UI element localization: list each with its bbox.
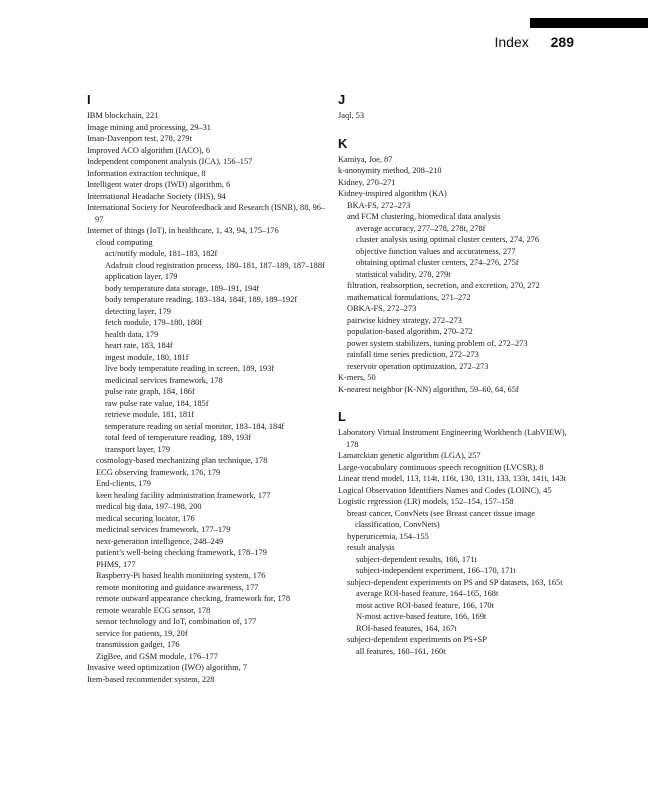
index-subentry: cloud computing (96, 237, 153, 247)
index-subentry: body temperature data storage, 189–191, 194f (105, 283, 260, 293)
index-subentry: body temperature reading, 183–184, 184f, 189, 189–192f (105, 295, 298, 304)
index-entry: K-nearest neighbor (K-NN) algorithm, 59–60, 64, 65f (338, 384, 519, 394)
index-subentry: subject-dependent results, 166, 171t (356, 554, 477, 564)
index-subentry: pulse rate graph, 184, 186f (105, 387, 195, 396)
index-subentry: health data, 179 (105, 329, 159, 339)
index-entry: Information extraction technique, 8 (87, 168, 206, 178)
index-subentry: cosmology-based mechanizing plan technique, 178 (96, 456, 268, 465)
index-subentry: raw pulse rate value, 184, 185f (105, 398, 209, 408)
index-subentry: and FCM clustering, biomedical data analysis (347, 212, 501, 221)
index-letter-heading: I (87, 92, 91, 107)
index-subentry: most active ROI-based feature, 166, 170t (356, 600, 494, 610)
index-entry: IBM blockchain, 221 (87, 111, 159, 120)
index-subentry: application layer, 179 (105, 272, 178, 281)
index-subentry: filtration, reabsorption, secretion, and excretion, 270, 272 (347, 281, 540, 290)
index-column-left (87, 92, 327, 685)
index-entry: Internet of things (IoT), in healthcare, 1, 43, 94, 175–176 (87, 226, 279, 235)
index-subentry: cluster analysis using optimal cluster centers, 274, 276 (356, 235, 540, 244)
index-subentry: retrieve module, 181, 181f (105, 410, 195, 419)
index-subentry: hyperuricemia, 154–155 (347, 531, 429, 541)
index-subentry: BKA-FS, 272–273 (347, 200, 411, 210)
index-subentry: keen healing facility administration framework, 177 (96, 490, 271, 500)
index-subentry: objective function values and accurateness, 277 (356, 246, 516, 256)
section-gap (338, 122, 570, 136)
index-subentry: ZigBee, and GSM module, 176–177 (96, 651, 218, 661)
index-subentry: reservoir operation optimization, 272–273 (347, 361, 489, 371)
index-subentry: live body temperature reading in screen, 189, 193f (105, 364, 275, 373)
index-subentry: average ROI-based feature, 164–165, 168t (356, 589, 499, 598)
index-subentry: act/notify module, 181–183, 182f (105, 249, 218, 258)
section-gap (338, 395, 570, 409)
index-subentry: population-based algorithm, 270–272 (347, 327, 473, 336)
index-entry: Kidney-inspired algorithm (KA) (338, 189, 447, 198)
index-subentry: medicinal services framework, 177–179 (96, 525, 231, 534)
running-header (495, 34, 575, 50)
index-entry: Jaql, 53 (338, 111, 365, 120)
index-entry: Logical Observation Identifiers Names and Codes (LOINC), 45 (338, 485, 552, 495)
index-entry: K-mers, 50 (338, 373, 376, 382)
index-subentry: ECG observing framework, 176, 179 (96, 467, 221, 477)
index-subentry: result analysis (347, 543, 395, 552)
index-entry: Laboratory Virtual Instrument Engineering Workbench (LabVIEW), 178 (338, 428, 567, 449)
index-entry: Item-based recommender system, 228 (87, 674, 215, 684)
index-subentry: statistical validity, 278, 279t (356, 269, 451, 279)
index-letter-heading: K (338, 135, 348, 151)
index-subentry: Adafruit cloud registration process, 180–181, 187–189, 187–188f (105, 260, 325, 270)
index-entry: Large-vocabulary continuous speech recognition (LVCSR), 8 (338, 462, 544, 472)
index-subentry: all features, 160–161, 160t (356, 646, 446, 656)
index-entry: Invasive weed optimization (IWO) algorithm, 7 (87, 663, 248, 672)
index-entry: Independent component analysis (ICA), 156–157 (87, 157, 253, 166)
index-subentry: subject-independent experiment, 166–170, 171t (356, 566, 516, 575)
index-subentry: next-generation intelligence, 248–249 (96, 536, 224, 546)
index-subentry: transport layer, 179 (105, 444, 171, 454)
index-entry: Logistic regression (LR) models, 152–154, 157–158 (338, 497, 514, 506)
header-section-label: Index (494, 34, 529, 50)
index-subentry: remote wearable ECG sensor, 178 (96, 605, 211, 615)
index-subentry: medical big data, 197–198, 200 (96, 502, 202, 511)
index-subentry: patient’s well-being checking framework, 178–179 (96, 548, 267, 557)
index-subentry: obtaining optimal cluster centers, 274–276, 275f (356, 258, 519, 267)
index-entry: k-anonymity method, 208–210 (338, 166, 442, 175)
index-entry: Iman-Davenport test, 278, 279t (87, 134, 192, 143)
index-letter-heading: L (338, 409, 346, 424)
index-subentry: heart rate, 183, 184f (105, 341, 173, 350)
index-subentry: remote monitoring and guidance awareness, 177 (96, 582, 259, 592)
index-subentry: power system stabilizers, tuning problem of, 272–273 (347, 338, 528, 348)
index-subentry: fetch module, 179–180, 180f (105, 318, 202, 327)
index-entry: Improved ACO algorithm (IACO), 6 (87, 145, 211, 155)
index-subentry: Raspberry-Pi based health monitoring system, 176 (96, 571, 266, 580)
index-subentry: subject-dependent experiments on PS+SP (347, 635, 487, 644)
index-entry: Intelligent water drops (IWD) algorithm, 6 (87, 180, 231, 189)
index-letter-heading: J (338, 92, 346, 107)
index-subentry: pairwise kidney strategy, 272–273 (347, 315, 462, 325)
index-entry: Lamarckian genetic algorithm (LGA), 257 (338, 451, 481, 460)
index-entry: Linear trend model, 113, 114t, 116t, 130, 131t, 133, 133t, 141t, 143t (338, 474, 566, 483)
index-entry: International Society for Neurofeedback and Research (ISNR), 88, 96–97 (87, 203, 326, 224)
index-column-right (338, 92, 570, 657)
index-subentry: transmission gadget, 176 (96, 640, 180, 649)
index-entry: Kamiya, Joe, 87 (338, 154, 393, 164)
index-subentry: ROI-based features, 164, 167t (356, 623, 457, 633)
index-entry: Kidney, 270–271 (338, 177, 396, 187)
page-number: 289 (550, 34, 574, 50)
index-subentry: N-most active-based feature, 166, 169t (356, 612, 487, 621)
index-subentry: rainfall time series prediction, 272–273 (347, 350, 479, 359)
index-subentry: medical securing locator, 176 (96, 513, 195, 523)
index-subentry: service for patients, 19, 20f (96, 628, 188, 638)
index-subentry: medicinal services framework, 178 (105, 375, 223, 385)
index-subentry: temperature reading on serial monitor, 183–184, 184f (105, 421, 285, 431)
index-subentry: OBKA-FS, 272–273 (347, 304, 417, 313)
index-subentry: breast cancer, ConvNets (see Breast cancer tissue image classification, ConvNets) (347, 508, 536, 529)
index-subentry: mathematical formulations, 271–272 (347, 292, 471, 302)
index-subentry: subject-dependent experiments on PS and SP datasets, 163, 165t (347, 577, 563, 587)
index-entry: International Headache Society (IHS), 94 (87, 191, 226, 201)
index-entry: Image mining and processing, 29–31 (87, 122, 211, 132)
index-subentry: PHMS, 177 (96, 559, 136, 569)
index-subentry: detecting layer, 179 (105, 306, 171, 316)
index-subentry: remote outward appearance checking, framework for, 178 (96, 594, 291, 603)
index-subentry: total feed of temperature reading, 189, 193f (105, 433, 252, 442)
index-subentry: ingest module, 180, 181f (105, 352, 189, 362)
index-subentry: sensor technology and IoT, combination of, 177 (96, 617, 257, 626)
header-rule-bar (530, 18, 648, 28)
index-subentry: average accuracy, 277–278, 278t, 278f (356, 223, 486, 233)
index-subentry: End-clients, 179 (96, 479, 151, 488)
